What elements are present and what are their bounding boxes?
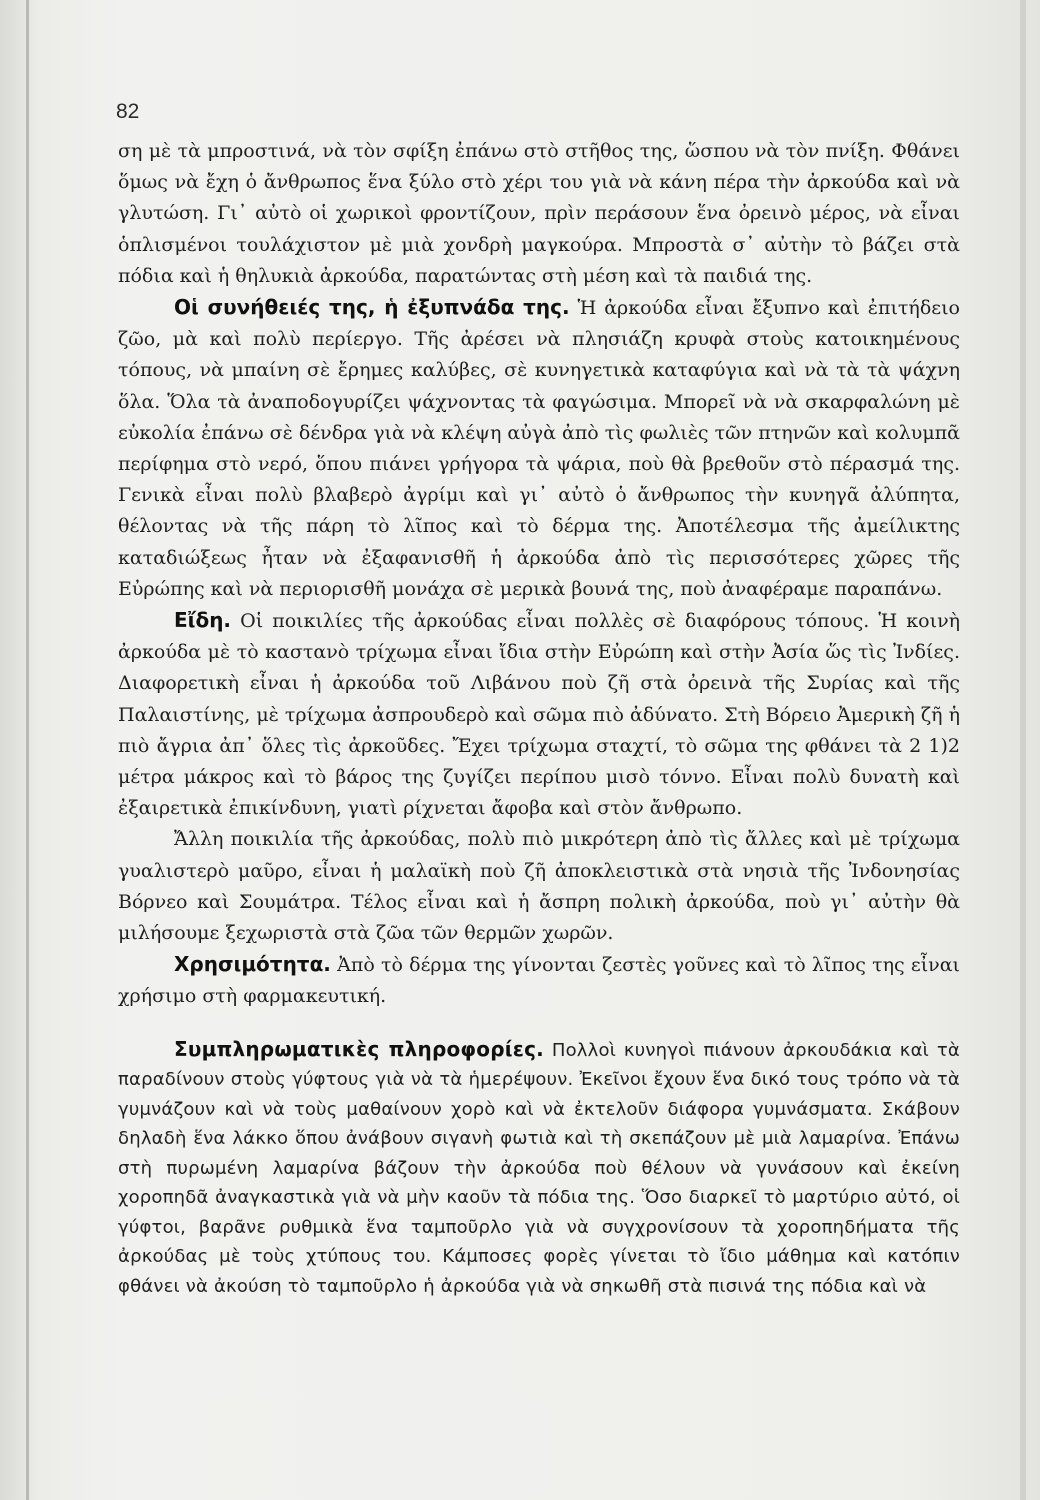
section-heading-usefulness: Χρησιμότητα. (174, 952, 331, 977)
paragraph-species (118, 605, 960, 824)
section-heading-species: Εἴδη. (174, 608, 232, 633)
paragraph-additional-info (118, 1035, 960, 1302)
page-right-edge (1020, 0, 1026, 1500)
page-number: 82 (116, 100, 140, 123)
section-heading-habits: Οἱ συνήθειές της, ἡ ἐξυπνάδα της. (174, 295, 570, 320)
paragraph-malayan-bear: Ἄλλη ποικιλία τῆς ἀρκούδας, πολὺ πιὸ μικρότερη ἀπὸ τὶς ἄλλες καὶ μὲ τρίχωμα γυαλιστερὸ μαῦρο, εἶναι ἡ μαλαϊκὴ ποὺ ζῆ ἀποκλειστικὰ στὰ νησιὰ τῆς Ἰνδονησίας Βόρνεο καὶ Σουμάτρα. Τέλος εἶναι καὶ ἡ ἄσπρη πολικὴ ἀρκούδα, ποὺ γι᾿ αὐτὴν θὰ μιλήσουμε ξεχωριστὰ στὰ ζῶα τῶν θερμῶν χωρῶν. (118, 828, 960, 945)
paragraph-usefulness (118, 949, 960, 1012)
paragraph-additional-info-text: Πολλοὶ κυνηγοὶ πιάνουν ἀρκουδάκια καὶ τὰ παραδίνουν στοὺς γύφτους γιὰ νὰ τὰ ἡμερέψουν. Ἐκεῖνοι ἔχουν ἕνα δικό τους τρόπο νὰ τὰ γυμνάζουν καὶ νὰ τοὺς μαθαίνουν χορὸ καὶ νὰ ἐκτελοῦν διάφορα γυμνάσματα. Σκάβουν δηλαδὴ ἕνα λάκκο ὅπου ἀνάβουν σιγανὴ φωτιὰ καὶ τὴ σκεπάζουν μὲ μιὰ λαμαρίνα. Ἐπάνω στὴ πυρωμένη λαμαρίνα βάζουν τὴν ἀρκούδα ποὺ θέλουν νὰ γυνάσουν καὶ ἐκείνη χοροπηδᾶ ἀναγκαστικὰ γιὰ νὰ μὴν καοῦν τὰ πόδια της. Ὅσο διαρκεῖ τὸ μαρτύριο αὐτό, οἱ γύφτοι, βαρᾶνε ρυθμικὰ ἕνα ταμποῦρλο γιὰ νὰ συγχρονίσουν τὰ χοροπηδήματα τῆς ἀρκούδας μὲ τοὺς χτύπους του. Κάμποσες φορὲς γίνεται τὸ ἴδιο μάθημα καὶ κατόπιν φθάνει νὰ ἀκούση τὸ ταμποῦρλο ἡ ἀρκούδα γιὰ νὰ σηκωθῆ στὰ πισινά της πόδια καὶ νὰ (118, 1039, 960, 1297)
page-binding-edge (26, 0, 29, 1500)
paragraph-species-text: Οἱ ποικιλίες τῆς ἀρκούδας εἶναι πολλὲς σὲ διαφόρους τόπους. Ἡ κοινὴ ἀρκούδα μὲ τὸ καστανὸ τρίχωμα εἶναι ἴδια στὴν Εὐρώπη καὶ στὴν Ἀσία ὥς τὶς Ἰνδίες. Διαφορετικὴ εἶναι ἡ ἀρκούδα τοῦ Λιβάνου ποὺ ζῆ στὰ ὀρεινὰ τῆς Συρίας καὶ τῆς Παλαιστίνης, μὲ τρίχωμα ἀσπρουδερὸ καὶ σῶμα πιὸ ἀδύνατο. Στὴ Βόρειο Ἀμερικὴ ζῆ ἡ πιὸ ἄγρια ἀπ᾿ ὅλες τὶς ἀρκοῦδες. Ἔχει τρίχωμα σταχτί, τὸ σῶμα της φθάνει τὰ 2 1)2 μέτρα μάκρος καὶ τὸ βάρος της ζυγίζει περίπου μισὸ τόννο. Εἶναι πολὺ δυνατὴ καὶ ἐξαιρετικὰ ἐπικίνδυνη, γιατὶ ρίχνεται ἄφοβα καὶ στὸν ἄνθρωπο. (118, 610, 961, 820)
body-text (118, 136, 960, 1301)
paragraph-bear-attack: ση μὲ τὰ μπροστινά, νὰ τὸν σφίξη ἐπάνω στὸ στῆθος της, ὥσπου νὰ τὸν πνίξη. Φθάνει ὅμως νὰ ἔχη ὁ ἄνθρωπος ἕνα ξύλο στὸ χέρι του γιὰ νὰ κάνη πέρα τὴν ἀρκούδα καὶ νὰ γλυτώση. Γι᾿ αὐτὸ οἱ χωρικοὶ φροντίζουν, πρὶν περάσουν ἕνα ὀρεινὸ μέρος, νὰ εἶναι ὁπλισμένοι τουλάχιστον μὲ μιὰ χονδρὴ μαγκούρα. Μπροστὰ σ᾿ αὐτὴν τὸ βάζει στὰ πόδια καὶ ἡ θηλυκιὰ ἀρκούδα, παρατώντας στὴ μέση καὶ τὰ παιδιά της. (118, 140, 960, 287)
section-heading-additional-info: Συμπληρωματικὲς πληροφορίες. (174, 1036, 544, 1061)
paragraph-habits-text: Ἡ ἀρκούδα εἶναι ἔξυπνο καὶ ἐπιτήδειο ζῶο, μὰ καὶ πολὺ περίεργο. Τῆς ἀρέσει νὰ πλησιάζη κρυφὰ στοὺς κατοικημένους τόπους, νὰ μπαίνη σὲ ἔρημες καλύβες, σὲ κυνηγετικὰ καταφύγια καὶ νὰ τὰ τὰ ψάχνη ὅλα. Ὅλα τὰ ἀναποδογυρίζει ψάχνοντας τὰ φαγώσιμα. Μπορεῖ νὰ νὰ σκαρφαλώνη μὲ εὐκολία ἐπάνω σὲ δένδρα γιὰ νὰ κλέψη αὐγὰ ἀπὸ τὶς φωλιὲς τῶν πτηνῶν καὶ κολυμπᾶ περίφημα στὸ νερό, ὅπου πιάνει γρήγορα τὰ ψάρια, ποὺ θὰ βρεθοῦν στὸ πέρασμά της. Γενικὰ εἶναι πολὺ βλαβερὸ ἀγρίμι καὶ γι᾿ αὐτὸ ὁ ἄνθρωπος τὴν κυνηγᾶ ἀλύπητα, θέλοντας νὰ τῆς πάρη τὸ λῖπος καὶ τὸ δέρμα της. Ἀποτέλεσμα τῆς ἀμείλικτης καταδιώξεως ἦταν νὰ ἐξαφανισθῆ ἡ ἀρκούδα ἀπὸ τὶς περισσότερες χῶρες τῆς Εὐρώπης καὶ νὰ περιορισθῆ μονάχα σὲ μερικὰ βουνά της, ποὺ ἀναφέραμε παραπάνω. (118, 297, 960, 600)
paragraph-habits (118, 292, 960, 605)
paragraph-usefulness-text: Ἀπὸ τὸ δέρμα της γίνονται ζεστὲς γοῦνες καὶ τὸ λῖπος της εἶναι χρήσιμο στὴ φαρμακευτική. (118, 954, 960, 1008)
